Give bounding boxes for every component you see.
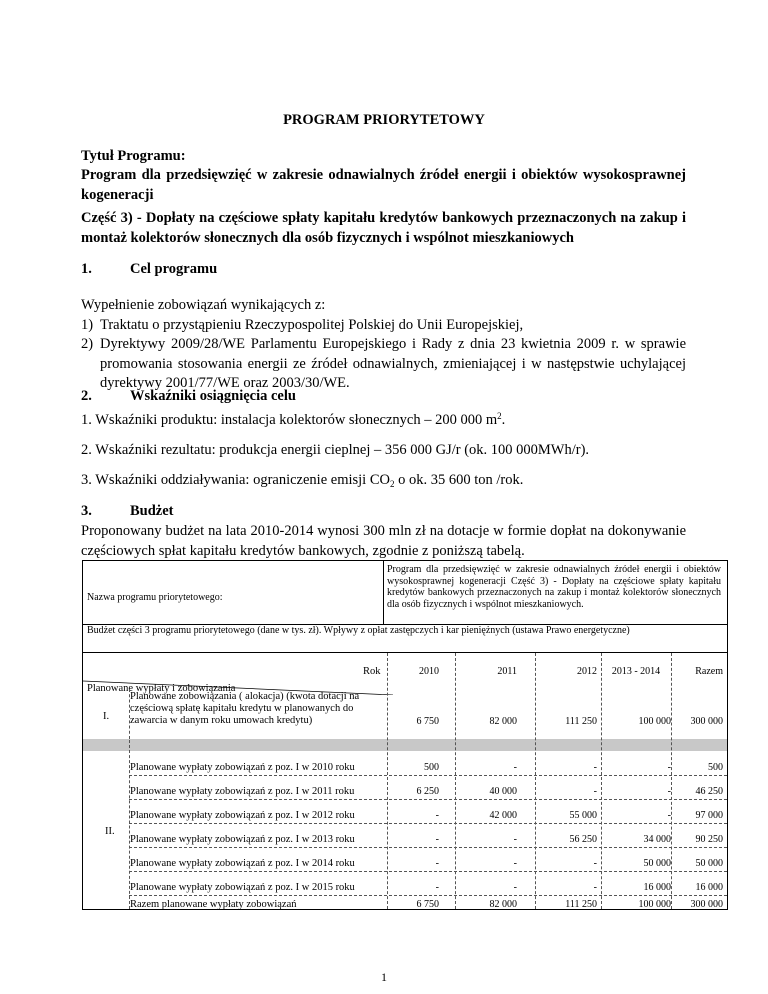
- cell-value: -: [513, 882, 517, 893]
- cell-value: -: [435, 810, 439, 821]
- section-I-2010: 6 750: [416, 716, 439, 727]
- cell-value: -: [593, 786, 597, 797]
- cell-value: 16 000: [643, 882, 671, 893]
- cell-value: 111 250: [565, 899, 597, 910]
- row-label: Planowane wypłaty zobowiązań z poz. I w 2014 roku: [130, 858, 355, 869]
- list-item-text: Traktatu o przystąpieniu Rzeczypospolitej Polskiej do Unii Europejskiej,: [100, 317, 524, 333]
- cell-value: -: [435, 858, 439, 869]
- cell-value: 500: [708, 762, 723, 773]
- year-header-label: Rok: [363, 666, 381, 677]
- cell-value: -: [593, 858, 597, 869]
- cell-value: -: [667, 762, 671, 773]
- row-label: Planowane wypłaty zobowiązań z poz. I w 2015 roku: [130, 882, 355, 893]
- indicator-impact: 3. Wskaźniki oddziaływania: ograniczenie emisji $CO_2$ o ok. 35 600 ton /rok.: [81, 472, 524, 489]
- col-header-2012: 2012: [577, 666, 597, 677]
- list-item-number: 2): [81, 336, 94, 352]
- cell-value: 42 000: [489, 810, 517, 821]
- cell-value: -: [513, 858, 517, 869]
- section-1-heading: Cel programu: [130, 261, 218, 277]
- section-I-2011: 82 000: [489, 716, 517, 727]
- list-item-text: Dyrektywy 2009/28/WE Parlamentu Europejskiego i Rady z dnia 23 kwietnia 2009 r. w sprawie promowania stosowania energii ze źródeł odnawialnych, zmieniającej i w następstwie uchylającej dyrektywy 2001/77/WE oraz 2003/30/WE.: [100, 336, 686, 391]
- section-I-label: Planowane zobowiązania ( alokacja) (kwota dotacji na częściową spłatę kapitału kredytu w planowanych do zawarcia w danym roku umowach kredytu): [130, 691, 360, 726]
- cell-value: 500: [424, 762, 439, 773]
- cell-value: 82 000: [489, 899, 517, 910]
- section-2-heading: Wskaźniki osiągnięcia celu: [130, 388, 296, 404]
- cell-value: 6 250: [416, 786, 439, 797]
- document-title: PROGRAM PRIORYTETOWY: [283, 112, 485, 128]
- separator-row: [83, 739, 727, 751]
- program-name-label: Nazwa programu priorytetowego:: [87, 592, 223, 603]
- cell-value: -: [513, 762, 517, 773]
- section-II-roman: II.: [105, 826, 115, 837]
- cell-value: 55 000: [569, 810, 597, 821]
- section-I-roman: I.: [103, 711, 110, 722]
- section-1-number: 1.: [81, 261, 92, 277]
- indicator-product: 1. Wskaźniki produktu: instalacja kolektorów słonecznych – 200 000 $m^2$.: [81, 411, 506, 428]
- cell-value: 90 250: [695, 834, 723, 845]
- budget-text: Proponowany budżet na lata 2010-2014 wynosi 300 mln zł na dotacje w formie dopłat na dokonywanie częściowych spłat kapitału kredytów bankowych, zgodnie z poniższą tabelą.: [81, 523, 686, 559]
- budget-note: Budżet części 3 programu priorytetowego (dane w tys. zł). Wpływy z opłat zastępczych i kar pieniężnych (ustawa Prawo energetyczne): [87, 625, 630, 636]
- program-name-value: Program dla przedsięwzięć w zakresie odnawialnych źródeł energii i obiektów wysokosprawnej kogeneracji Część 3) - Dopłaty na częściowe spłaty kapitału kredytów bankowych przeznaczonych na zakup i montaż kolektorów słonecznych dla osób fizycznych i wspólnot mieszkaniowych.: [387, 564, 721, 610]
- col-header-2010: 2010: [419, 666, 439, 677]
- program-name: Program dla przedsięwzięć w zakresie odnawialnych źródeł energii i obiektów wysokosprawnej kogeneracji: [81, 167, 686, 203]
- plan-header-label: Planowane wypłaty i zobowiązania: [87, 683, 236, 694]
- cell-value: 100 000: [638, 899, 671, 910]
- row-label: Planowane wypłaty zobowiązań z poz. I w 2012 roku: [130, 810, 355, 821]
- cell-value: 34 000: [643, 834, 671, 845]
- budget-table: [82, 560, 728, 910]
- col-header-2013-2014: 2013 - 2014: [611, 666, 661, 677]
- cell-value: 16 000: [695, 882, 723, 893]
- cell-value: 40 000: [489, 786, 517, 797]
- cell-value: 50 000: [695, 858, 723, 869]
- row-label: Planowane wypłaty zobowiązań z poz. I w 2013 roku: [130, 834, 355, 845]
- cell-value: -: [667, 786, 671, 797]
- section-3-heading: Budżet: [130, 503, 174, 519]
- cell-value: -: [593, 882, 597, 893]
- section-2-number: 2.: [81, 388, 92, 404]
- section-3-number: 3.: [81, 503, 92, 519]
- program-title-label: Tytuł Programu:: [81, 148, 186, 164]
- section-I-total: 300 000: [690, 716, 723, 727]
- cell-value: 56 250: [569, 834, 597, 845]
- page-number: 1: [381, 970, 387, 984]
- cell-value: -: [513, 834, 517, 845]
- cell-value: 50 000: [643, 858, 671, 869]
- cell-value: 97 000: [695, 810, 723, 821]
- part-title: Część 3) - Dopłaty na częściowe spłaty kapitału kredytów bankowych przeznaczonych na zakup i montaż kolektorów słonecznych dla osób fizycznych i wspólnot mieszkaniowych: [81, 210, 686, 246]
- section-I-2012: 111 250: [565, 716, 597, 727]
- row-label: Planowane wypłaty zobowiązań z poz. I w 2010 roku: [130, 762, 355, 773]
- cell-value: -: [667, 810, 671, 821]
- section-I-2013-2014: 100 000: [638, 716, 671, 727]
- col-header-total: Razem: [695, 666, 723, 677]
- cell-value: -: [593, 762, 597, 773]
- cell-value: 6 750: [416, 899, 439, 910]
- row-label: Planowane wypłaty zobowiązań z poz. I w 2011 roku: [130, 786, 355, 797]
- indicator-result: 2. Wskaźniki rezultatu: produkcja energii cieplnej – 356 000 GJ/r (ok. 100 000MWh/r).: [81, 442, 590, 458]
- cell-value: -: [435, 834, 439, 845]
- cell-value: 46 250: [695, 786, 723, 797]
- cell-value: 300 000: [690, 899, 723, 910]
- cell-value: -: [435, 882, 439, 893]
- col-header-2011: 2011: [497, 666, 517, 677]
- section-1-intro: Wypełnienie zobowiązań wynikających z:: [81, 297, 326, 313]
- list-item-number: 1): [81, 317, 94, 333]
- row-label-total: Razem planowane wypłaty zobowiązań: [130, 899, 297, 910]
